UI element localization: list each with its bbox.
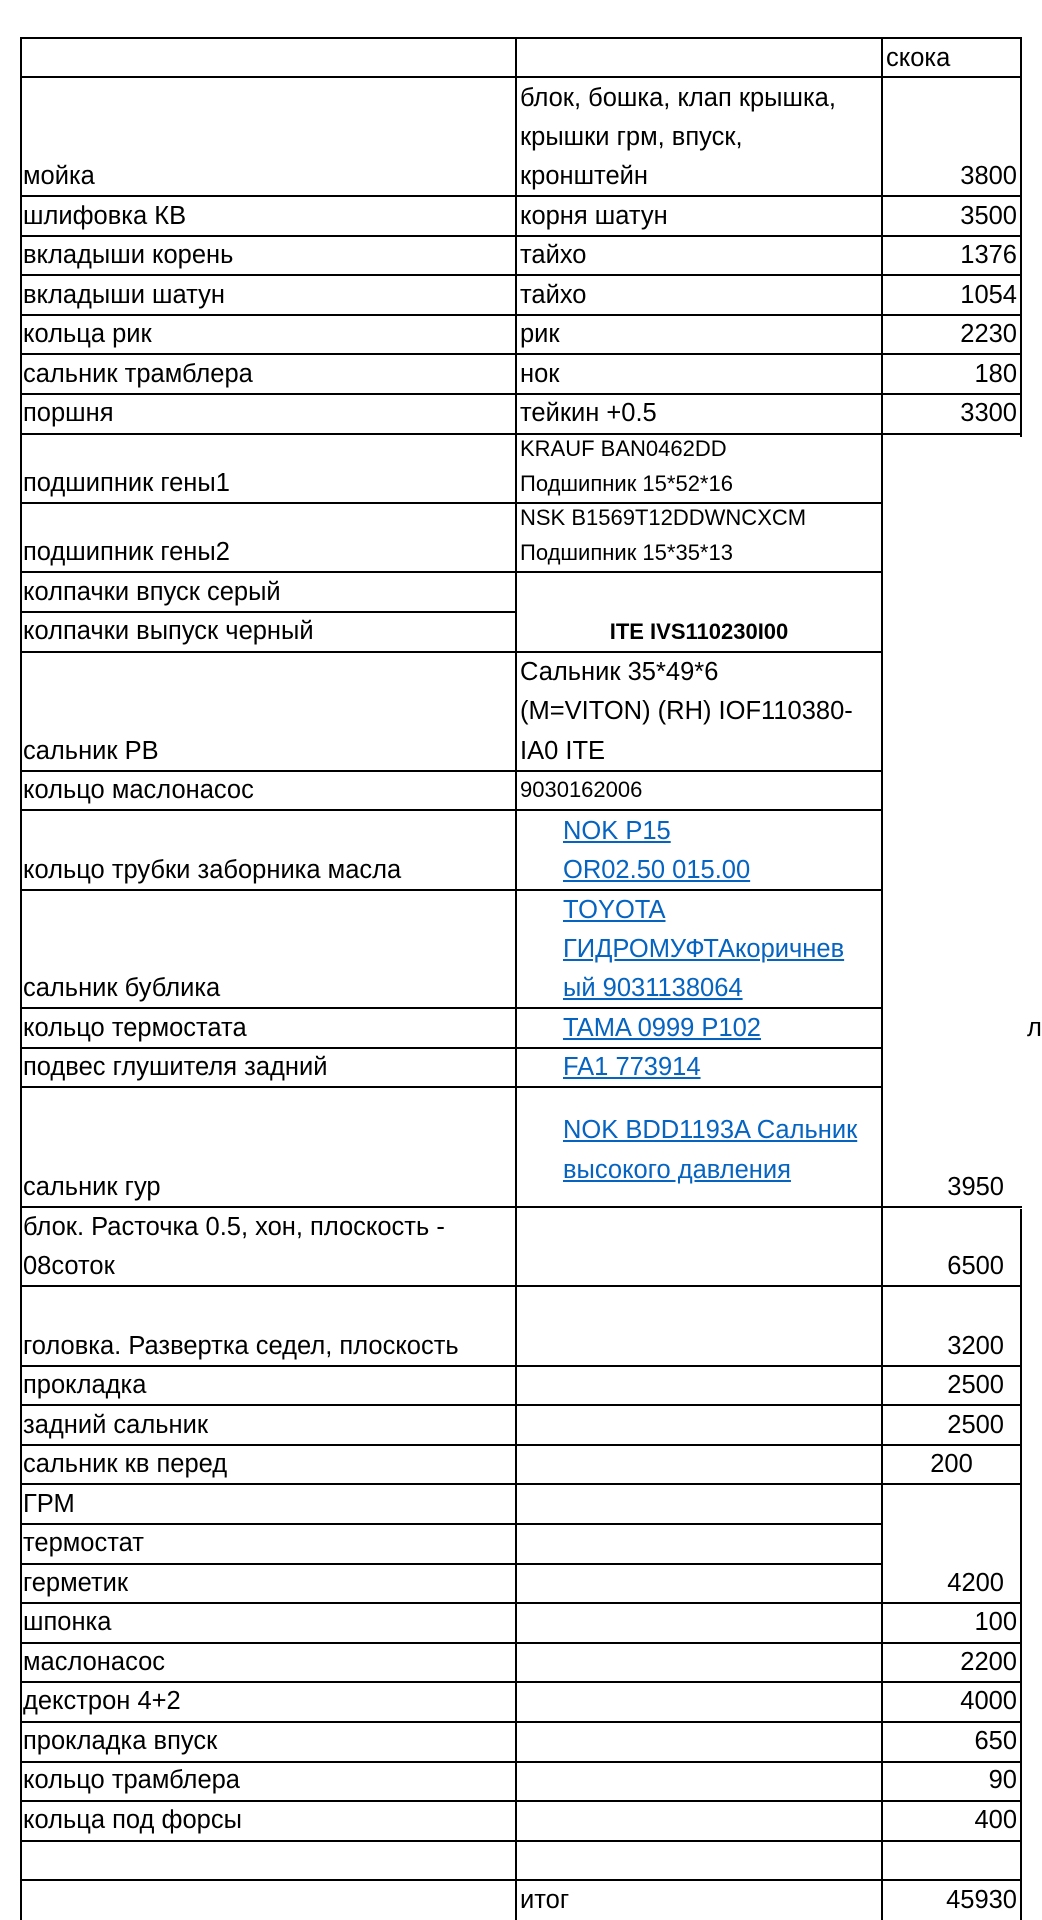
row-value: 2230 (960, 320, 1017, 348)
row-note: Подшипник 15*52*16 (520, 471, 733, 496)
part-link[interactable]: TOYOTA (563, 896, 666, 924)
row-line (20, 1563, 883, 1565)
row-note: KRAUF BAN0462DD (520, 436, 727, 461)
row-name: сальник кв перед (23, 1450, 228, 1478)
quantity-header: скока (886, 44, 951, 72)
overflow-text: л (1027, 1014, 1042, 1042)
total-label: итог (520, 1886, 570, 1914)
row-value: 1376 (960, 241, 1017, 269)
row-note: 9030162006 (520, 777, 643, 802)
row-note: тейкин +0.5 (520, 399, 657, 427)
row-note: корня шатун (520, 202, 668, 230)
row-name: прокладка (23, 1371, 147, 1399)
part-link[interactable]: NOK P15 (563, 817, 671, 845)
part-link[interactable]: FA1 773914 (563, 1053, 701, 1081)
row-name: головка. Развертка седел, плоскость (23, 1332, 459, 1360)
row-name: блок. Расточка 0.5, хон, плоскость - (23, 1213, 445, 1241)
row-name: кольцо трамблера (23, 1766, 240, 1794)
row-name: кольцо термостата (23, 1014, 247, 1042)
row-value: 2200 (960, 1648, 1017, 1676)
row-name: маслонасос (23, 1648, 166, 1676)
column-divider-1 (515, 37, 517, 1920)
row-note: тайхо (520, 281, 587, 309)
row-name: мойка (23, 162, 95, 190)
row-note: тайхо (520, 241, 587, 269)
row-value: 2500 (947, 1371, 1004, 1399)
row-value: 400 (974, 1806, 1017, 1834)
row-name: шпонка (23, 1608, 112, 1636)
part-link[interactable]: ГИДРОМУФТАкоричнев (563, 935, 845, 963)
row-line (20, 1602, 1022, 1604)
row-note: блок, бошка, клап крышка, (520, 84, 836, 112)
row-value: 100 (974, 1608, 1017, 1636)
part-link[interactable]: TAMA 0999 P102 (563, 1014, 761, 1042)
row-name: сальник РВ (23, 737, 159, 765)
row-note: кронштейн (520, 162, 648, 190)
row-name: кольцо трубки заборника масла (23, 856, 402, 884)
row-note: Подшипник 15*35*13 (520, 540, 733, 565)
row-name: термостат (23, 1529, 144, 1557)
row-name: сальник бублика (23, 974, 221, 1002)
row-note: NSK B1569T12DDWNCXCM (520, 505, 807, 530)
row-value: 650 (974, 1727, 1017, 1755)
row-name: прокладка впуск (23, 1727, 218, 1755)
row-note: нок (520, 360, 560, 388)
row-value: 4000 (960, 1687, 1017, 1715)
row-value: 3200 (947, 1332, 1004, 1360)
row-note-bold: ITE IVS110230I00 (609, 619, 789, 644)
row-name: задний сальник (23, 1411, 208, 1439)
row-value: 2500 (947, 1411, 1004, 1439)
row-name: 08соток (23, 1252, 115, 1280)
parts-table (20, 37, 1022, 1920)
row-name: подшипник гены1 (23, 469, 230, 497)
table-border-right-bottom (1020, 1209, 1022, 1920)
row-line (20, 1523, 883, 1525)
column-divider-2 (881, 37, 883, 1920)
row-name: шлифовка КВ (23, 202, 187, 230)
row-value: 180 (974, 360, 1017, 388)
row-value: 6500 (947, 1252, 1004, 1280)
row-line (20, 1642, 1022, 1644)
row-value: 4200 (947, 1569, 1004, 1597)
row-note: IA0 ITE (520, 737, 606, 765)
row-name: кольца под форсы (23, 1806, 242, 1834)
part-link[interactable]: высокого давления (563, 1156, 791, 1184)
row-name: кольцо маслонасос (23, 776, 254, 804)
row-name: вкладыши корень (23, 241, 234, 269)
row-line (20, 37, 1022, 39)
part-link[interactable]: ый 9031138064 (563, 974, 743, 1002)
row-note: Сальник 35*49*6 (520, 658, 719, 686)
part-link[interactable]: NOK BDD1193A Сальник (563, 1116, 858, 1144)
row-name: колпачки выпуск черный (23, 617, 314, 645)
row-name: сальник гур (23, 1173, 161, 1201)
row-line (20, 1840, 1022, 1842)
table-border-right-top (1020, 37, 1022, 437)
row-name: вкладыши шатун (23, 281, 225, 309)
row-value: 200 (930, 1450, 973, 1478)
row-value: 90 (988, 1766, 1017, 1794)
row-name: подвес глушителя задний (23, 1053, 328, 1081)
row-name: ГРМ (23, 1490, 75, 1518)
row-name: кольца рик (23, 320, 152, 348)
row-value: 3500 (960, 202, 1017, 230)
row-name: колпачки впуск серый (23, 578, 281, 606)
row-note: рик (520, 320, 560, 348)
row-value: 1054 (960, 281, 1017, 309)
row-name: сальник трамблера (23, 360, 253, 388)
row-value: 3300 (960, 399, 1017, 427)
row-name: подшипник гены2 (23, 538, 230, 566)
row-note: (M=VITON) (RH) IOF110380- (520, 697, 853, 725)
part-link[interactable]: OR02.50 015.00 (563, 856, 751, 884)
row-line (20, 1285, 1022, 1287)
row-name: поршня (23, 399, 114, 427)
total-value: 45930 (946, 1886, 1017, 1914)
row-name: декстрон 4+2 (23, 1687, 181, 1715)
row-note: крышки грм, впуск, (520, 123, 743, 151)
table-border-left (20, 37, 22, 1920)
row-value: 3950 (947, 1173, 1004, 1201)
row-name: герметик (23, 1569, 129, 1597)
row-value: 3800 (960, 162, 1017, 190)
